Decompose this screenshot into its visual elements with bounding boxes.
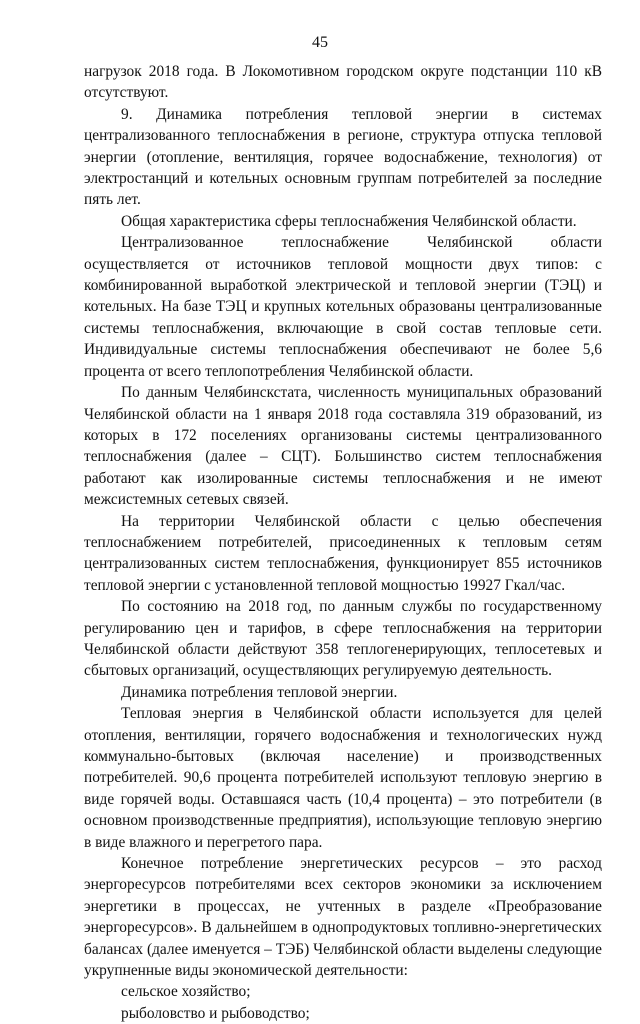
paragraph: Конечное потребление энергетических ресурсов – это расход энергоресурсов потребителями всех секторов экономики за исключением энергетики в процессах, не учтенных в разделе «Преобразование энергоресурсов». В дальнейшем в однопродуктовых топливно-энергетических балансах (далее именуется – ТЭБ) Челябинской области выделены следующие укрупненные виды экономической деятельности:	[84, 855, 602, 980]
list-item: рыболовство и рыбоводство;	[121, 1004, 310, 1022]
paragraph: Тепловая энергия в Челябинской области используется для целей отопления, вентиляции, горячего водоснабжения и технологических нужд коммунально-бытовых (включая население) и производственных потребителей. 90,6 процента потребителей используют тепловую энергию в виде горячей воды. Оставшаяся часть (10,4 процента) – это потребители (в основном производственные предприятия), использующие тепловую энергию в виде влажного и перегретого пара.	[84, 705, 602, 851]
paragraph: По состоянию на 2018 год, по данным службы по государственному регулированию цен и тарифов, в сфере теплоснабжения на территории Челябинской области действуют 358 теплогенерирующих, теплосетевых и сбытовых организаций, осуществляющих регулируемую деятельность.	[84, 598, 602, 680]
paragraph: На территории Челябинской области с целью обеспечения теплоснабжением потребителей, присоединенных к тепловым сетям централизованных систем теплоснабжения, функционирует 855 источников тепловой энергии с установленной тепловой мощностью 19927 Гкал/час.	[84, 512, 602, 594]
list-item: сельское хозяйство;	[121, 983, 251, 1001]
paragraph: По данным Челябинскстата, численность муниципальных образований Челябинской области на 1 января 2018 года составляла 319 образований, из которых в 172 поселениях организованы системы централизованного теплоснабжения (далее – СЦТ). Большинство систем теплоснабжения работают как изолированные системы теплоснабжения и не имеют межсистемных сетевых связей.	[84, 384, 602, 509]
paragraph-subheading: Общая характеристика сферы теплоснабжения Челябинской области.	[121, 212, 577, 230]
page-number: 45	[312, 34, 328, 51]
paragraph-subheading: Динамика потребления тепловой энергии.	[121, 683, 398, 701]
paragraph: Централизованное теплоснабжение Челябинской области осуществляется от источников тепловой мощности двух типов: с комбинированной выработкой электрической и тепловой энергии (ТЭЦ) и котельных. На базе ТЭЦ и крупных котельных образованы централизованные системы теплоснабжения, включающие в свой состав тепловые сети. Индивидуальные системы теплоснабжения обеспечивают не более 5,6 процента от всего теплопотребления Челябинской области.	[84, 234, 602, 380]
paragraph-section-heading: 9. Динамика потребления тепловой энергии в системах централизованного теплоснабжения в регионе, структура отпуска тепловой энергии (отопление, вентиляция, горячее водоснабжение, технология) от электростанций и котельных основным группам потребителей за последние пять лет.	[84, 105, 602, 209]
paragraph-continuation: нагрузок 2018 года. В Локомотивном городском округе подстанции 110 кВ отсутствуют.	[84, 63, 602, 102]
document-body	[84, 61, 602, 1024]
